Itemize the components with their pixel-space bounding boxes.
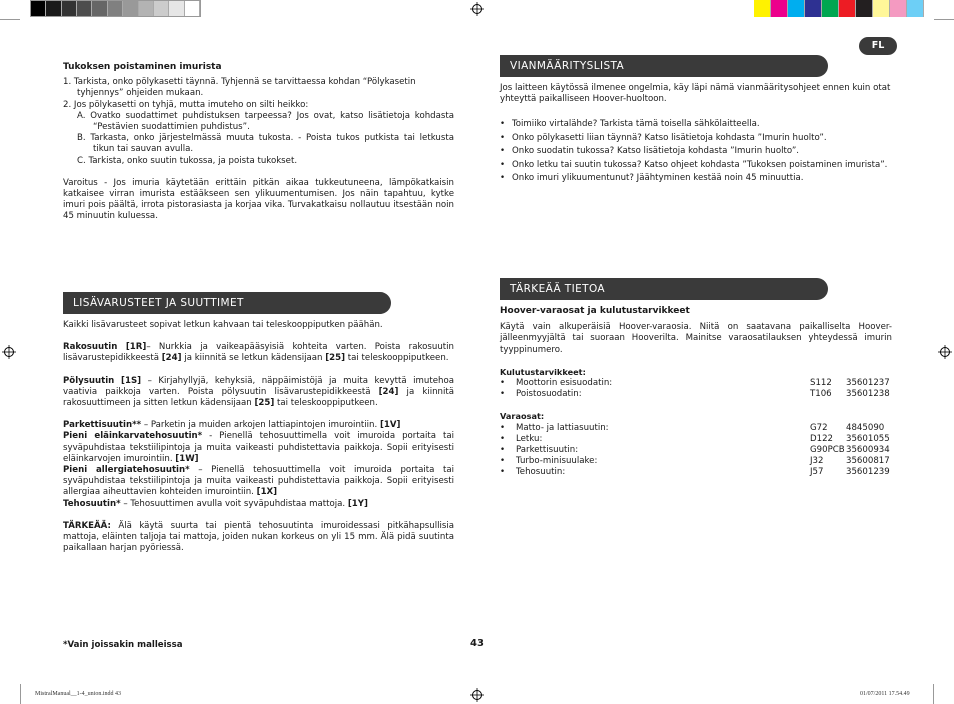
part-code: G72 — [810, 422, 828, 433]
gray-swatch — [123, 1, 138, 16]
dusting-brush-text: Pölysuutin [1S] – Kirjahyllyjä, kehyksiä, näppäimistöjä ja muita kevyttä imutehoa vaativia paikkoja varten. Poista pölysuutin lisävarustepidikkeestä [24] ja kiinnitä rakosuuttimeen ja sitten letkun kädensijaan [25] tai teleskooppiputkeen. — [63, 375, 454, 409]
list-item: • Onko pölykasetti liian täynnä? Katso lisätietoja kohdasta ”Imurin huolto”. — [500, 133, 892, 144]
part-number: 35601238 — [846, 389, 890, 400]
info-intro: Käytä vain alkuperäisiä Hoover-varaosia. Niitä on saatavana paikalliselta Hoover-jälleenmyyjältä tai suoraan Hooverilta. Mainitse varaosatilauksen yhteydessä imurin tyyppinumero. — [500, 322, 892, 355]
spares-title: Varaosat: — [500, 411, 545, 422]
color-swatch — [873, 0, 890, 17]
pet-turbo-text: Pieni eläinkarvatehosuutin* - Pienellä tehosuuttimella voit imuroida portaita tai syväpuhdistaa tekstiilipintoja ja muita vaikeasti puhdistettavia paikkoja. Sopii erityisesti eläinkarvojen imurointiin. [1W] — [63, 431, 454, 464]
consumables-title: Kulutustarvikkeet: — [500, 366, 586, 377]
gray-swatch — [169, 1, 184, 16]
part-name: • Moottorin esisuodatin: — [500, 378, 613, 389]
diagnostics-section — [500, 83, 892, 186]
part-name: • Parkettisuutin: — [500, 444, 579, 455]
crop-mark — [934, 19, 954, 20]
info-bar: TÄRKEÄÄ TIETOA — [500, 278, 828, 300]
part-number: 35600817 — [846, 456, 890, 467]
list-item: 1. Tarkista, onko pölykasetti täynnä. Tyhjennä se tarvittaessa kohdan “Pölykasetin tyhjennys” ohjeiden mukaan. — [63, 77, 416, 99]
part-code: J57 — [810, 467, 824, 478]
table-row — [500, 389, 892, 400]
table-row — [500, 378, 892, 389]
gray-swatch — [108, 1, 123, 16]
crop-mark — [20, 684, 21, 704]
slug-timestamp: 01/07/2011 17.54.49 — [860, 691, 910, 697]
color-swatch — [822, 0, 839, 17]
table-row — [500, 467, 892, 478]
language-badge: FL — [859, 37, 897, 55]
list-item: • Onko letku tai suutin tukossa? Katso ohjeet kohdasta ”Tukoksen poistaminen imurista”. — [500, 160, 892, 171]
gray-swatch — [77, 1, 92, 16]
diagnostics-intro: Jos laitteen käytössä ilmenee ongelmia, käy läpi nämä vianmääritysohjeet ennen kuin otat yhteyttä paikalliseen Hoover-huoltoon. — [500, 83, 891, 105]
gray-swatch — [92, 1, 107, 16]
list-item: C. Tarkista, onko suutin tukossa, ja poista tukokset. — [77, 155, 298, 166]
part-code: G90PCB — [810, 444, 845, 455]
color-swatch — [890, 0, 907, 17]
allergy-turbo-text: Pieni allergiatehosuutin* – Pienellä tehosuuttimella voit imuroida portaita tai syväpuhdistaa tekstiilipintoja ja muita vaikeasti puhdistettavia paikkoja. Sopii erityisesti allergiaa aiheuttavien kohteiden imurointiin. [1X] — [63, 465, 454, 498]
registration-mark-top-icon — [470, 2, 484, 16]
accessories-section — [63, 320, 454, 554]
table-row — [500, 434, 892, 445]
section-heading: Tukoksen poistaminen imurista — [63, 62, 222, 72]
slug-filename: MistralManual__1-4_union.indd 43 — [35, 691, 121, 697]
list-item: 2. Jos pölykasetti on tyhjä, mutta imuteho on silti heikko: — [63, 99, 309, 110]
color-swatch — [907, 0, 924, 17]
part-number: 35601239 — [846, 467, 890, 478]
warning-text: Varoitus - Jos imuria käytetään erittäin pitkän aikaa tukkeutuneena, lämpökatkaisin katkaisee virran imurista estääkseen sen ylikuumentumisen. Jos näin tapahtuu, kytke imuri pois päältä, irrota pistorasiasta ja korjaa vika. Turvakatkaisu nollautuu itsestään noin 45 minuutin kuluessa. — [63, 177, 454, 222]
crop-mark — [0, 19, 20, 20]
list-item: A. Ovatko suodattimet puhdistuksen tarpeessa? Jos ovat, katso lisätietoja kohdasta “Pestävien suodattimien puhdistus”. — [77, 110, 454, 133]
process-color-bar — [754, 0, 924, 17]
gray-swatch — [31, 1, 46, 16]
color-swatch — [839, 0, 856, 17]
table-row — [500, 456, 892, 467]
gray-swatch — [154, 1, 169, 16]
color-swatch — [805, 0, 822, 17]
part-name: • Poistosuodatin: — [500, 389, 582, 400]
color-swatch — [771, 0, 788, 17]
list-item: • Onko suodatin tukossa? Katso lisätietoja kohdasta ”Imurin huolto”. — [500, 146, 892, 157]
part-code: J32 — [810, 456, 824, 467]
info-section — [500, 306, 892, 479]
nozzle-section — [63, 62, 454, 223]
table-row — [500, 445, 892, 456]
spares-table — [500, 423, 892, 479]
color-swatch — [754, 0, 771, 17]
diagnostics-list — [500, 119, 892, 184]
crevice-tool-text: Rakosuutin [1R]– Nurkkia ja vaikeapääsyisiä kohteita varten. Poista rakosuutin lisävarustepidikkeestä [24] ja kiinnitä se letkun kädensijaan [25] tai teleskooppiputkeen. — [63, 342, 454, 364]
page-number: 43 — [470, 638, 484, 649]
registration-mark-right-icon — [938, 345, 952, 359]
gray-swatch — [185, 1, 200, 16]
consumables-table — [500, 378, 892, 400]
accessories-intro: Kaikki lisävarusteet sopivat letkun kahvaan tai teleskooppiputken päähän. — [63, 320, 383, 330]
turbo-nozzle-text: Tehosuutin* – Tehosuuttimen avulla voit syväpuhdistaa mattoja. [1Y] — [63, 498, 368, 509]
list-item: B. Tarkasta, onko järjestelmässä muuta tukosta. - Poista tukos putkista tai letkusta tikun tai sauvan avulla. — [77, 133, 454, 155]
color-swatch — [788, 0, 805, 17]
color-swatch — [856, 0, 873, 17]
registration-mark-bottom-icon — [470, 688, 484, 702]
part-name: • Matto- ja lattiasuutin: — [500, 422, 609, 433]
accessories-bar: LISÄVARUSTEET JA SUUTTIMET — [63, 292, 391, 314]
crop-mark — [933, 684, 934, 704]
part-name: • Tehosuutin: — [500, 467, 566, 478]
part-code: T106 — [810, 389, 832, 400]
part-code: S112 — [810, 378, 832, 389]
registration-mark-left-icon — [2, 345, 16, 359]
gray-swatch — [46, 1, 61, 16]
part-number: 35601237 — [846, 378, 890, 389]
gray-color-bar — [30, 0, 201, 17]
gray-swatch — [139, 1, 154, 16]
diagnostics-bar: VIANMÄÄRITYSLISTA — [500, 55, 828, 77]
part-name: • Turbo-minisuulake: — [500, 456, 598, 467]
important-note: TÄRKEÄÄ: Älä käytä suurta tai pientä tehosuutinta imuroidessasi pitkähapsullisia mattoja, eläinten taljoja tai mattoja, joiden nukan korkeus on yli 15 mm. Älä pidä suutinta paikallaan harjan pyöriessä. — [63, 520, 454, 554]
part-number: 4845090 — [846, 422, 885, 433]
part-name: • Letku: — [500, 433, 543, 444]
parquet-nozzle-text: Parkettisuutin** – Parketin ja muiden arkojen lattiapintojen imurointiin. [1V] — [63, 420, 401, 431]
table-row — [500, 423, 892, 434]
footnote: *Vain joissakin malleissa — [63, 640, 183, 650]
part-number: 35601055 — [846, 433, 890, 444]
part-number: 35600934 — [846, 444, 890, 455]
gray-swatch — [62, 1, 77, 16]
list-item: • Onko imuri ylikuumentunut? Jäähtyminen kestää noin 45 minuuttia. — [500, 173, 892, 184]
info-subtitle: Hoover-varaosat ja kulutustarvikkeet — [500, 306, 690, 316]
list-item: • Toimiiko virtalähde? Tarkista tämä toisella sähkölaitteella. — [500, 119, 892, 130]
part-code: D122 — [810, 433, 834, 444]
